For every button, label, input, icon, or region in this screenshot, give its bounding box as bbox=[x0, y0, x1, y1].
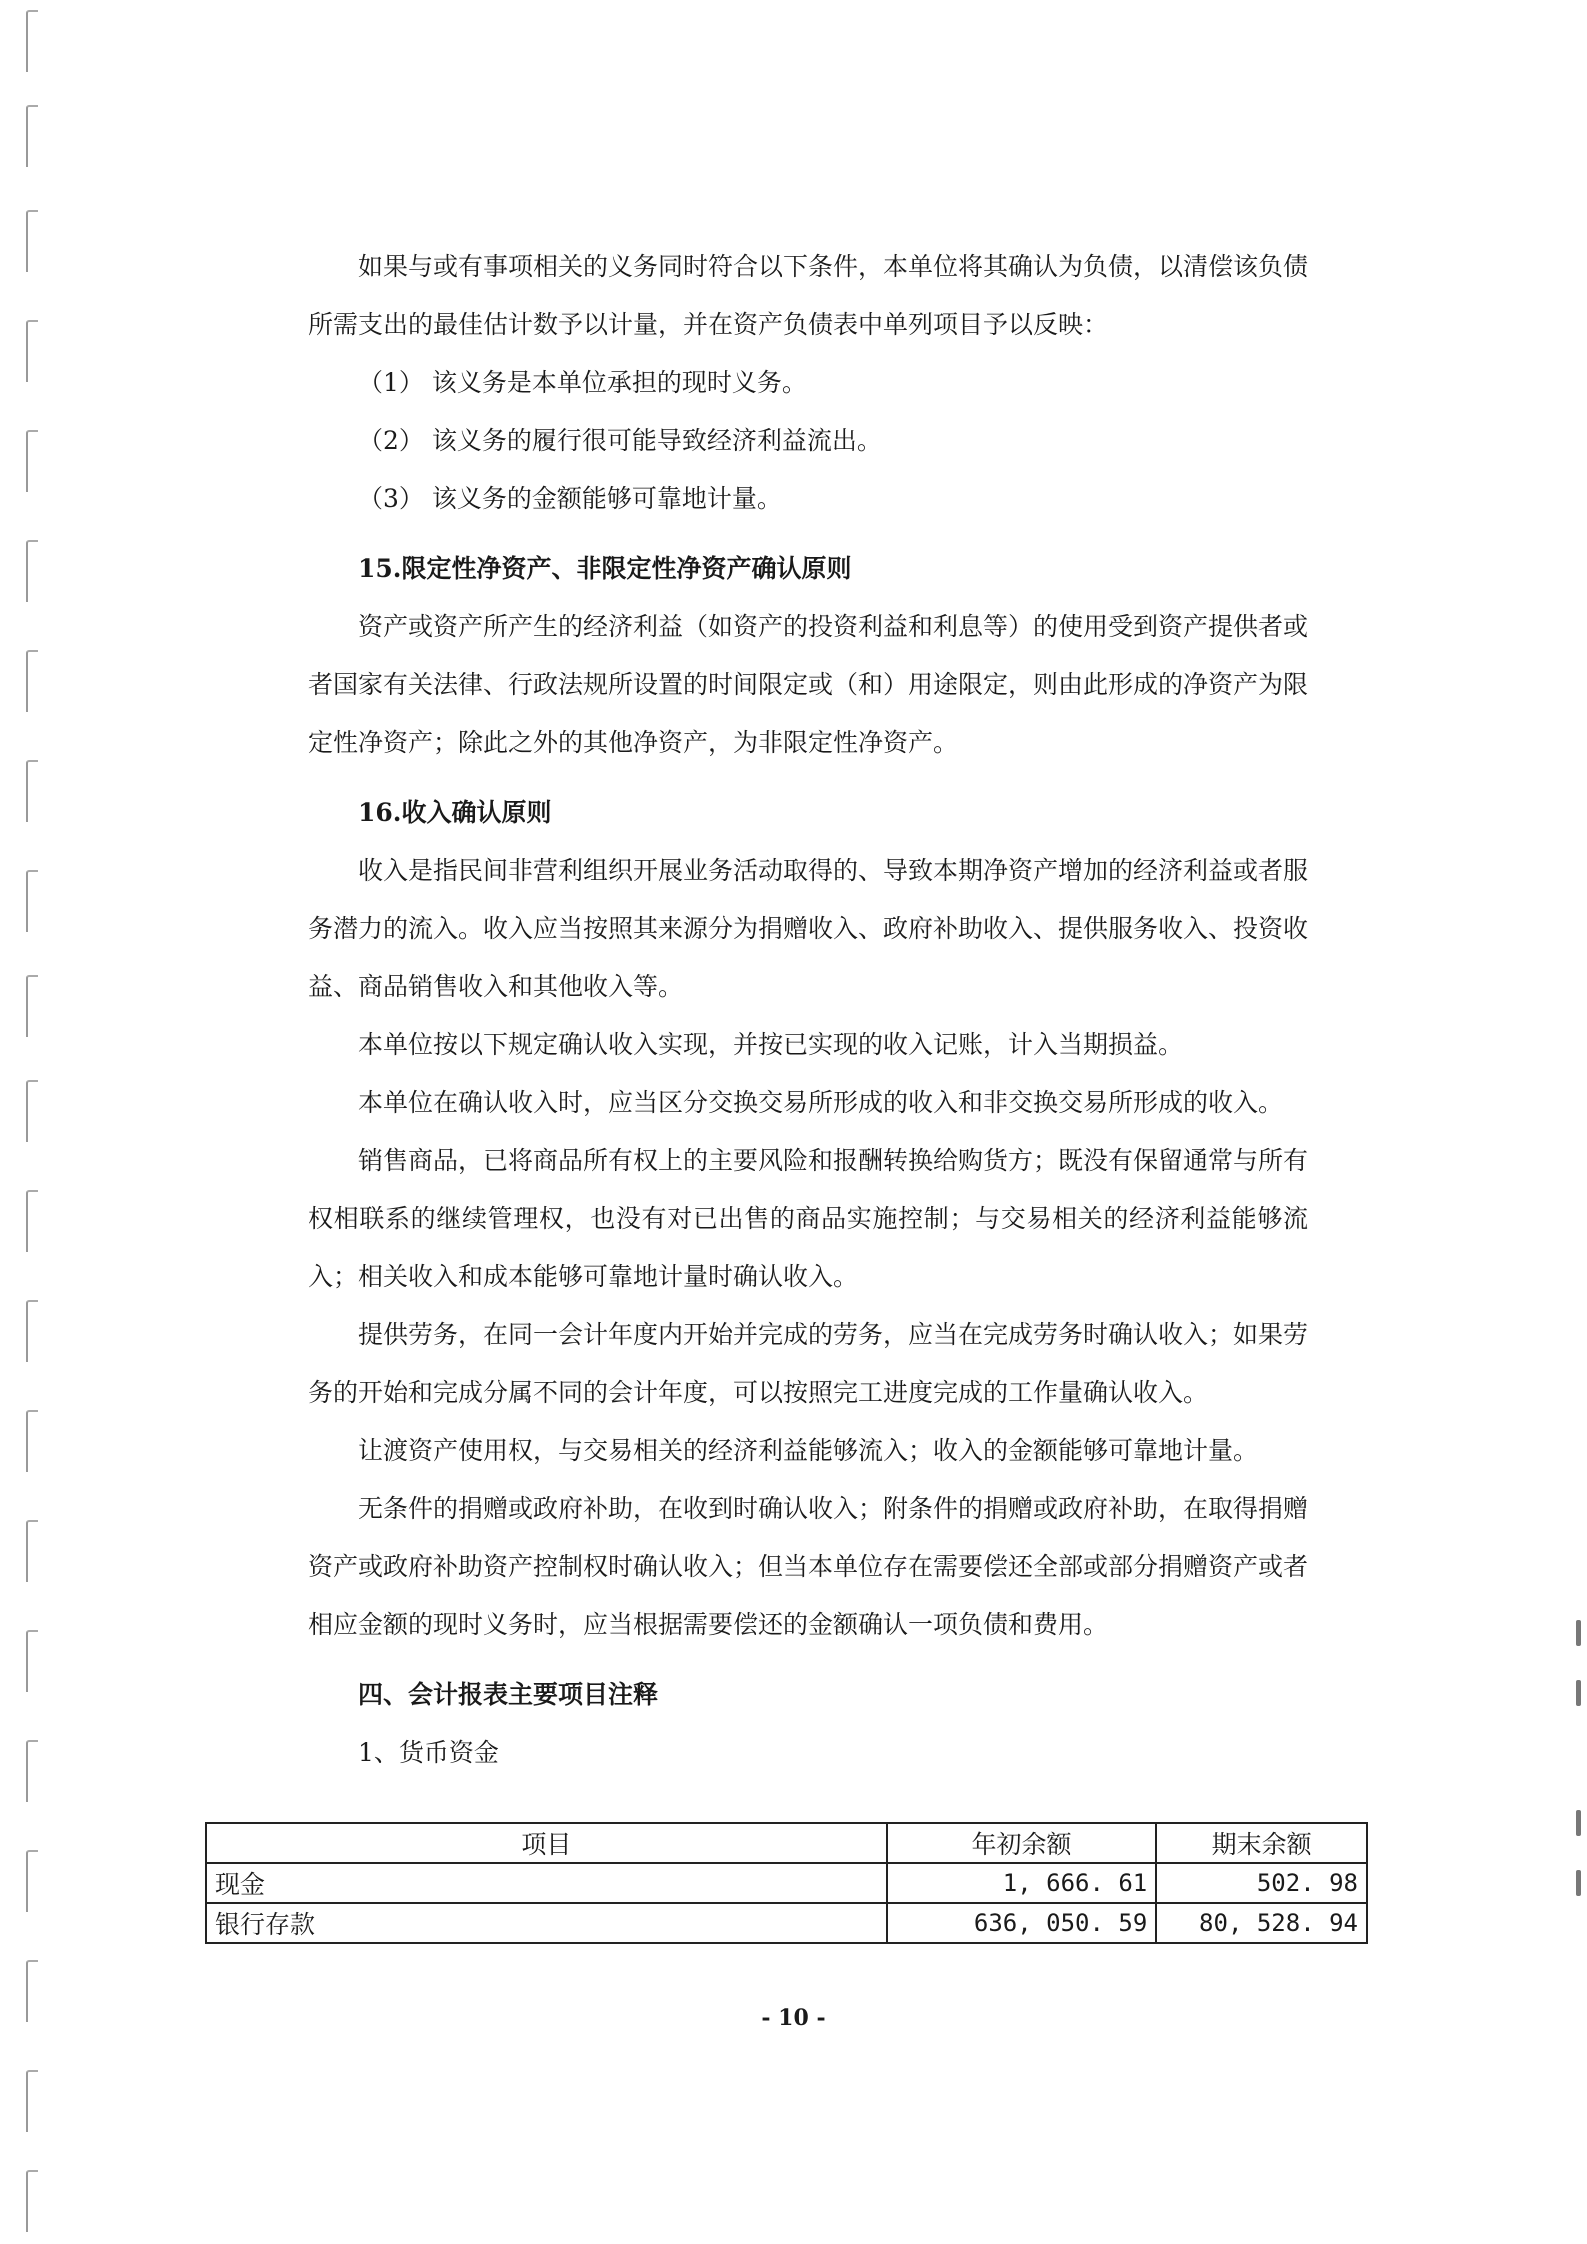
row-item: 现金 bbox=[206, 1863, 887, 1903]
row-begin: 1, 666. 61 bbox=[887, 1863, 1157, 1903]
section-16-paragraph: 无条件的捐赠或政府补助，在收到时确认收入；附条件的捐赠或政府补助，在取得捐赠资产或政府补助资产控制权时确认收入；但当本单位存在需要偿还全部或部分捐赠资产或者相应金额的现时义务时，应当根据需要偿还的金额确认一项负债和费用。 bbox=[308, 1494, 1309, 1639]
section-16-paragraph: 提供劳务，在同一会计年度内开始并完成的劳务，应当在完成劳务时确认收入；如果劳务的开始和完成分属不同的会计年度，可以按照完工进度完成的工作量确认收入。 bbox=[308, 1320, 1309, 1407]
row-begin: 636, 050. 59 bbox=[887, 1903, 1157, 1943]
table-row bbox=[206, 1863, 1367, 1903]
section-16-paragraph: 本单位按以下规定确认收入实现，并按已实现的收入记账，计入当期损益。 bbox=[358, 1030, 1184, 1059]
condition-2: （2） 该义务的履行很可能导致经济利益流出。 bbox=[358, 426, 882, 455]
scan-edge-marks bbox=[1557, 1620, 1587, 1920]
section-15-body: 资产或资产所产生的经济利益（如资产的投资利益和利息等）的使用受到资产提供者或者国家有关法律、行政法规所设置的时间限定或（和）用途限定，则由此形成的净资产为限定性净资产；除此之外的其他净资产，为非限定性净资产。 bbox=[308, 612, 1309, 757]
section-16-paragraph: 收入是指民间非营利组织开展业务活动取得的、导致本期净资产增加的经济利益或者服务潜力的流入。收入应当按照其来源分为捐赠收入、政府补助收入、提供服务收入、投资收益、商品销售收入和其他收入等。 bbox=[308, 856, 1309, 1001]
document-body bbox=[308, 238, 1308, 1782]
binding-marks bbox=[22, 0, 42, 2244]
header-item: 项目 bbox=[206, 1823, 887, 1863]
condition-1: （1） 该义务是本单位承担的现时义务。 bbox=[358, 368, 807, 397]
row-end: 502. 98 bbox=[1156, 1863, 1367, 1903]
page-number: - 10 - bbox=[761, 2005, 826, 2031]
section-4-heading: 四、会计报表主要项目注释 bbox=[358, 1680, 659, 1709]
table-header-row bbox=[206, 1823, 1367, 1863]
section-15-heading: 15.限定性净资产、非限定性净资产确认原则 bbox=[358, 554, 852, 583]
section-16-paragraph: 让渡资产使用权，与交易相关的经济利益能够流入；收入的金额能够可靠地计量。 bbox=[358, 1436, 1259, 1465]
row-end: 80, 528. 94 bbox=[1156, 1903, 1367, 1943]
section-16-paragraph: 本单位在确认收入时，应当区分交换交易所形成的收入和非交换交易所形成的收入。 bbox=[358, 1088, 1284, 1117]
paragraph-contingent-liability: 如果与或有事项相关的义务同时符合以下条件，本单位将其确认为负债，以清偿该负债所需支出的最佳估计数予以计量，并在资产负债表中单列项目予以反映： bbox=[308, 252, 1309, 339]
table-row bbox=[206, 1903, 1367, 1943]
row-item: 银行存款 bbox=[206, 1903, 887, 1943]
header-begin-balance: 年初余额 bbox=[887, 1823, 1157, 1863]
cash-table bbox=[205, 1822, 1368, 1944]
subsection-cash-title: 1、货币资金 bbox=[358, 1738, 499, 1767]
section-16-heading: 16.收入确认原则 bbox=[358, 798, 552, 827]
header-end-balance: 期末余额 bbox=[1156, 1823, 1367, 1863]
condition-3: （3） 该义务的金额能够可靠地计量。 bbox=[358, 484, 782, 513]
section-16-paragraph: 销售商品，已将商品所有权上的主要风险和报酬转换给购货方；既没有保留通常与所有权相联系的继续管理权，也没有对已出售的商品实施控制；与交易相关的经济利益能够流入；相关收入和成本能够可靠地计量时确认收入。 bbox=[308, 1146, 1309, 1291]
